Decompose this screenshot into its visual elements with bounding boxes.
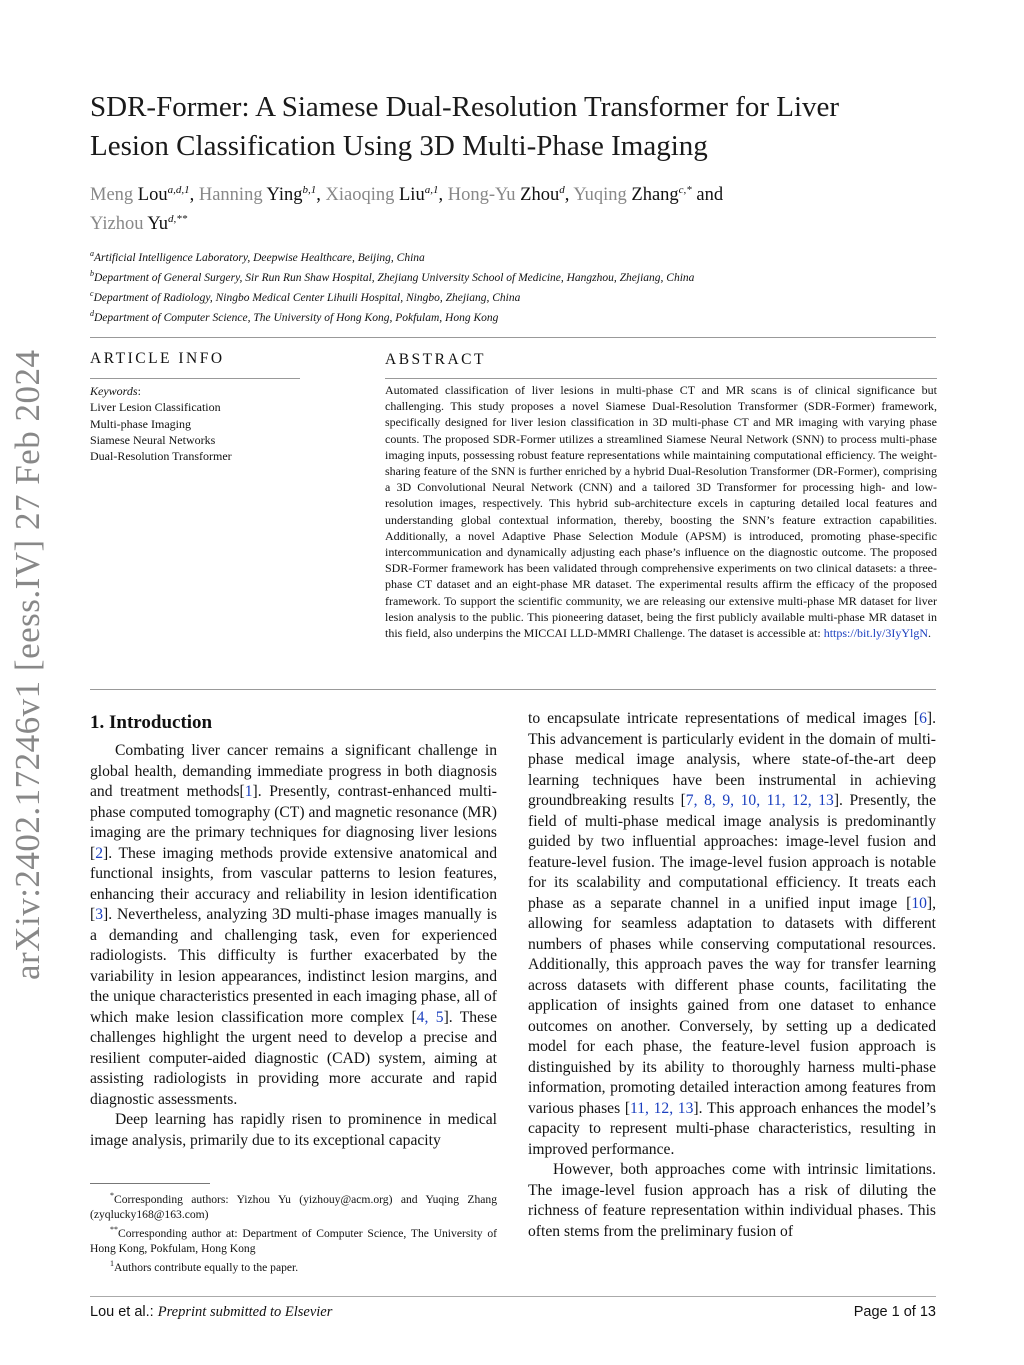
- paragraph: Deep learning has rapidly risen to prominence in medical image analysis, primarily due to its exceptional capacity: [90, 1111, 497, 1149]
- citation-link[interactable]: 4, 5: [416, 1008, 444, 1026]
- footer-left: Lou et al.: Preprint submitted to Elsevier: [90, 1304, 333, 1320]
- citation-link[interactable]: 3: [95, 906, 103, 923]
- paragraph: to encapsulate intricate representations of medical images [6]. This advancement is particularly evident in the domain of multi-phase medical image analysis, where state-of-the-art deep learning techniques have been instrumental in achieving groundbreaking results [7, 8, 9, 10, 11, 12, 13]. Presently, the field of multi-phase medical image analysis is predominantly guided by two influential approaches: image-level fusion and feature-level fusion. The image-level fusion approach is notable for its scalability and computational efficiency. It treats each phase as a separate channel in a unified input image [10], allowing for seamless adaptation to datasets with different numbers of phases while conserving computational resources. Additionally, this approach paves the way for transfer learning across datasets with different phase counts, facilitating the application of insights gained from one dataset to enhance outcomes on another. Conversely, by setting up a dedicated model for each phase, the feature-level fusion approach is distinguished by its ability to thoroughly harness multi-phase information, promoting detailed interaction among features from various phases [11, 12, 13]. This approach enhances the model’s capacity to represent multi-phase characteristics, resulting in improved performance.: [528, 710, 937, 1158]
- author: Meng Lou$^{a,d,1}$,: [90, 184, 199, 206]
- abstract-heading: ABSTRACT: [385, 351, 486, 368]
- author-list: [90, 178, 890, 236]
- divider: [385, 378, 937, 379]
- citation-link[interactable]: 2: [95, 844, 103, 862]
- paragraph: However, both approaches come with intrinsic limitations. The image-level fusion approach has a risk of diluting the richness of feature representation within individual phases. This often stems from the preliminary fusion of: [528, 1161, 936, 1240]
- dataset-link[interactable]: https://bit.ly/3IyYlgN: [823, 626, 929, 641]
- affiliation: $^c$Department of Radiology, Ningbo Medical Center Lihuili Hospital, Ningbo, Zhejiang, China: [90, 289, 521, 304]
- footnote: *Corresponding authors: Yizhou Yu (yizhouy@acm.org) and Yuqing Zhang (zyqlucky168@163.com): [90, 1191, 497, 1221]
- citation-link[interactable]: 1: [244, 783, 253, 800]
- keyword: Siamese Neural Networks: [90, 432, 216, 447]
- affiliation: $^b$Department of General Surgery, Sir Run Run Shaw Hospital, Zhejiang University School of Medicine, Hangzhou, Zhejiang, China: [90, 269, 695, 284]
- divider: [90, 689, 936, 690]
- author: Hong-Yu Zhou$^d$,: [447, 184, 574, 206]
- author: Xiaoqing Liu$^{a,1}$,: [325, 184, 448, 206]
- citation-link[interactable]: 6: [919, 710, 927, 727]
- left-column: [90, 741, 497, 1151]
- paragraph: Combating liver cancer remains a significant challenge in global health, demanding immediate progress in both diagnosis and treatment methods[1]. Presently, contrast-enhanced multi-phase computed tomography (CT) and magnetic resonance (MR) imaging are the primary techniques for diagnosing liver lesions [2]. These imaging methods provide extensive anatomical and functional insights, from vascular patterns to lesion features, enhancing their accuracy and reliability in lesion identification [3]. Nevertheless, analyzing 3D multi-phase images manually is a demanding and challenging task, even for experienced radiologists. This difficulty is further exacerbated by the variability in lesion appearances, indistinct lesion margins, and the unique characteristics presented in each imaging phase, all of which make lesion classification more complex [4, 5]. These challenges highlight the urgent need to develop a precise and resilient computer-aided diagnostic (CAD) system, aiming at assisting radiologists in providing more accurate and rapid diagnostic assessments.: [90, 742, 497, 1108]
- affiliation: $^a$Artificial Intelligence Laboratory, Deepwise Healthcare, Beijing, China: [90, 249, 425, 264]
- keyword: Multi-phase Imaging: [90, 416, 191, 431]
- right-column: [528, 709, 936, 1242]
- keywords-label: Keywords: [90, 384, 138, 398]
- footnote-rule: [90, 1183, 210, 1184]
- keywords-block: Keywords: Liver Lesion Classification Multi-phase Imaging Siamese Neural Networks Dual-Resolution Transformer: [90, 383, 300, 464]
- abstract-text: Automated classification of liver lesions in multi-phase CT and MR scans is of clinical significance but challenging. This study proposes a novel Siamese Dual-Resolution Transformer (SDR-Former) framework, specifically designed for liver lesion classification in 3D multi-phase CT and MR imaging with varying phase counts. The proposed SDR-Former utilizes a streamlined Siamese Neural Network (SNN) to process multi-phase imaging inputs, possessing robust feature representations while maintaining computational efficiency. The weight-sharing feature of the SNN is further enriched by a hybrid Dual-Resolution Transformer (DR-Former), comprising a 3D Convolutional Neural Network (CNN) and a tailored 3D Transformer for processing high- and low-resolution images, respectively. This hybrid sub-architecture excels in capturing detailed local features and understanding global contextual information, thereby, boosting the SNN’s feature extraction capabilities. Additionally, a novel Adaptive Phase Selection Module (APSM) is introduced, promoting phase-specific intercommunication and dynamically adjusting each phase’s influence on the diagnostic outcome. The proposed SDR-Former framework has been validated through comprehensive experiments on two clinical datasets: a three-phase CT dataset and an eight-phase MR dataset. The experimental results affirm the efficacy of the proposed framework. To support the scientific community, we are releasing our extensive multi-phase MR dataset for liver lesion analysis to the public. This pioneering dataset, being the first publicly available multi-phase MR dataset in this field, also underpins the MICCAI LLD-MMRI Challenge. The dataset is accessible at: https://bit.ly/3IyYlgN.: [385, 383, 937, 641]
- arxiv-identifier: arXiv:2402.17246v1 [eess.IV] 27 Feb 2024: [8, 349, 47, 980]
- footnote: **Corresponding author at: Department of Computer Science, The University of Hong Kong, Pokfulam, Hong Kong: [90, 1224, 497, 1255]
- divider: [90, 337, 936, 338]
- keyword: Liver Lesion Classification: [90, 400, 221, 415]
- paper-title: SDR-Former: A Siamese Dual-Resolution Transformer for Liver Lesion Classification Using 3D Multi-Phase Imaging: [90, 91, 840, 162]
- author: Yizhou $Yu^{d,**}$: [90, 213, 188, 235]
- divider: [90, 378, 300, 379]
- section-heading: 1. Introduction: [90, 712, 213, 733]
- author: Yuqing Zhang$^{c,*}$ and: [573, 184, 724, 206]
- keyword: Dual-Resolution Transformer: [90, 449, 232, 464]
- page-number: Page 1 of 13: [853, 1304, 936, 1320]
- footnote: $^1$Authors contribute equally to the paper.: [110, 1258, 299, 1274]
- affiliation: $^d$Department of Computer Science, The University of Hong Kong, Pokfulam, Hong Kong: [90, 309, 499, 324]
- footnotes: [90, 1188, 497, 1275]
- citation-link[interactable]: 7, 8, 9, 10, 11, 12, 13: [685, 792, 834, 809]
- footer-rule: [90, 1296, 936, 1297]
- citation-link[interactable]: 11, 12, 13: [630, 1099, 694, 1117]
- article-info-heading: ARTICLE INFO: [90, 350, 225, 367]
- author: Hanning Ying$^{b,1}$,: [198, 184, 326, 206]
- citation-link[interactable]: 10: [911, 894, 927, 912]
